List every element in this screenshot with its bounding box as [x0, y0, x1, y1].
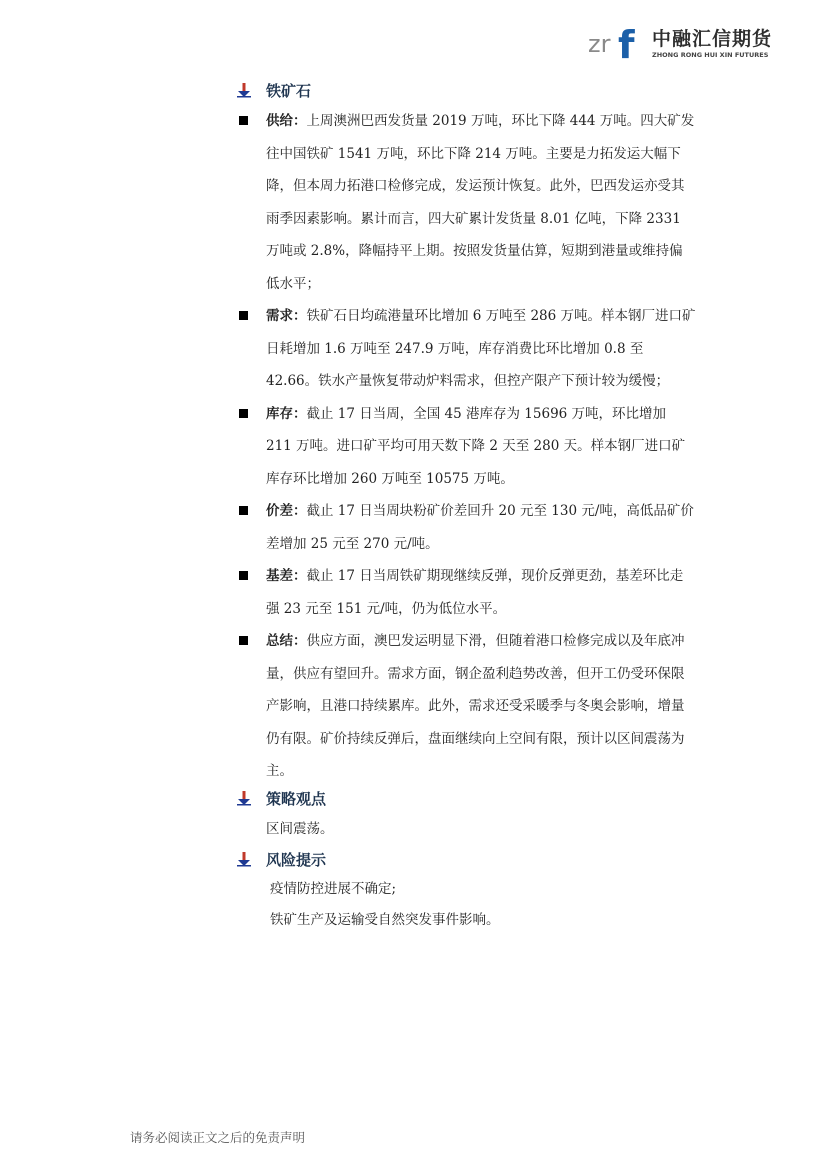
svg-text:zr: zr	[588, 30, 611, 58]
report-content	[236, 80, 696, 936]
strategy-text: 区间震荡。	[266, 820, 334, 837]
square-bullet-icon	[239, 636, 248, 645]
bullet-text: 供应方面，澳巴发运明显下滑，但随着港口检修完成以及年底冲量，供应有望回升。需求方面，钢企盈利趋势改善，但开工仍受环保限产影响，且港口持续累库。此外，需求还受采暖季与冬奥会影响，增量仍有限。矿价持续反弹后，盘面继续向上空间有限，预计以区间震荡为主。	[266, 633, 685, 779]
bullet-demand	[236, 300, 696, 398]
bullet-label: 基差：	[266, 568, 307, 584]
section-title-strategy	[236, 788, 696, 810]
bullet-label: 库存：	[266, 405, 307, 422]
arrow-down-icon	[236, 790, 252, 806]
bullet-label: 供给：	[266, 113, 307, 129]
bullet-spread	[236, 495, 696, 560]
bullet-inventory	[236, 398, 696, 496]
bullet-text: 截止 17 日当周块粉矿价差回升 20 元至 130 元/吨，高低品矿价差增加 25 元至 270 元/吨。	[266, 503, 694, 552]
section-title-text: 铁矿石	[266, 82, 312, 100]
arrow-down-icon	[236, 851, 252, 867]
bullet-basis	[236, 560, 696, 625]
section-title-iron-ore	[236, 80, 696, 102]
risk-line: 铁矿生产及运输受自然突发事件影响。	[270, 911, 500, 928]
company-logo	[588, 22, 776, 62]
square-bullet-icon	[239, 311, 248, 320]
logo-chinese-name: 中融汇信期货	[652, 28, 773, 50]
logo-english-name: ZHONG RONG HUI XIN FUTURES	[652, 51, 769, 59]
square-bullet-icon	[239, 506, 248, 515]
bullet-text: 铁矿石日均疏港量环比增加 6 万吨至 286 万吨。样本钢厂进口矿日耗增加 1.6 万吨至 247.9 万吨，库存消费比环比增加 0.8 至 42.66。铁水产量恢复带动炉料需求，但控产限产下预计较为缓慢；	[266, 308, 696, 389]
bullet-label: 需求：	[266, 308, 307, 324]
square-bullet-icon	[239, 409, 248, 418]
bullet-label: 价差：	[266, 503, 307, 519]
bullet-text: 截止 17 日当周铁矿期现继续反弹，现价反弹更劲，基差环比走强 23 元至 151 元/吨，仍为低位水平。	[266, 568, 684, 617]
bullet-label: 总结：	[266, 633, 307, 649]
section-title-risk	[236, 849, 696, 871]
bullet-text: 截止 17 日当周，全国 45 港库存为 15696 万吨，环比增加 211 万吨。进口矿平均可用天数下降 2 天至 280 天。样本钢厂进口矿库存环比增加 260 万吨至 10575 万吨。	[266, 405, 686, 487]
section-title-text: 风险提示	[266, 850, 327, 869]
section-title-text: 策略观点	[266, 789, 327, 808]
arrow-down-icon	[236, 82, 252, 98]
square-bullet-icon	[239, 116, 248, 125]
risk-line: 疫情防控进展不确定;	[270, 880, 397, 897]
bullet-text: 上周澳洲巴西发货量 2019 万吨，环比下降 444 万吨。四大矿发往中国铁矿 1541 万吨，环比下降 214 万吨。主要是力拓发运大幅下降，但本周力拓港口检修完成，发运预计恢复。此外，巴西发运亦受其雨季因素影响。累计而言，四大矿累计发货量 8.01 亿吨，下降 2331 万吨或 2.8%，降幅持平上期。按照发货量估算，短期到港量或维持偏低水平；	[266, 113, 695, 292]
square-bullet-icon	[239, 571, 248, 580]
bullet-supply	[236, 105, 696, 300]
disclaimer-footer: 请务必阅读正文之后的免责声明	[130, 1130, 306, 1145]
bullet-summary	[236, 625, 696, 788]
svg-text:f: f	[618, 23, 635, 62]
zrf-logo-mark	[588, 22, 650, 62]
